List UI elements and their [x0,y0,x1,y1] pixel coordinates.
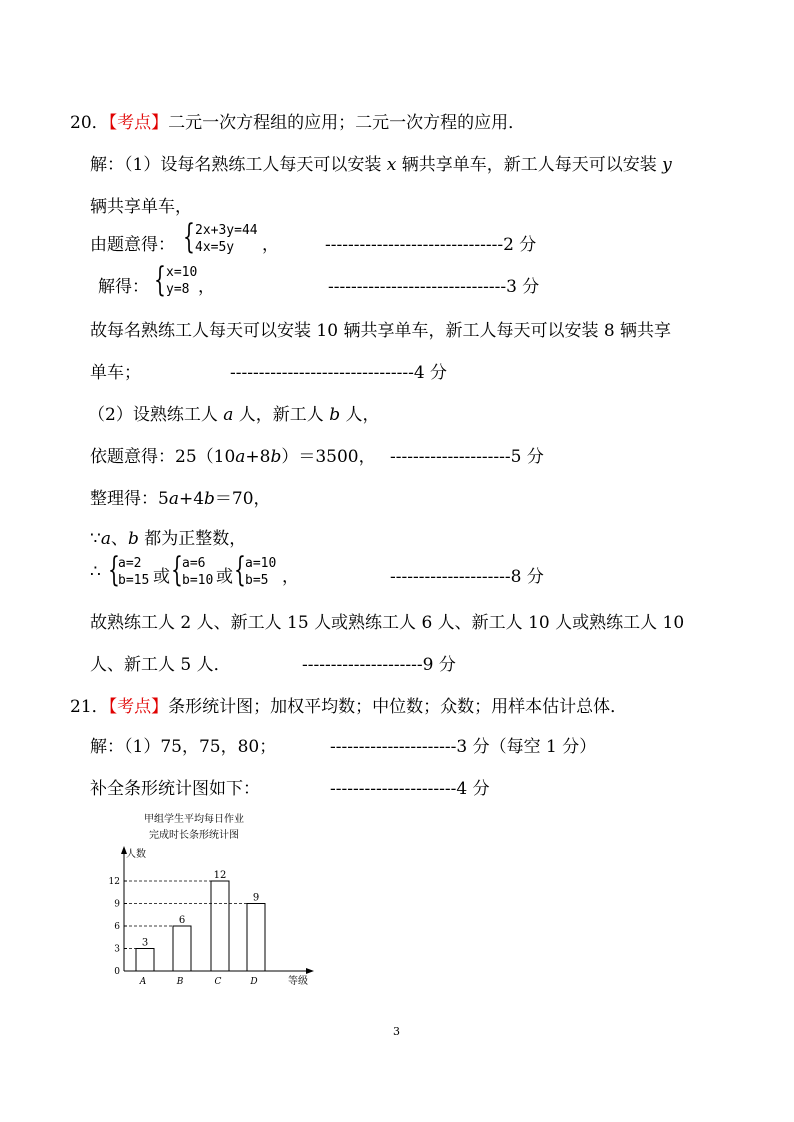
q20-line1-text-a: 解：（1）设每名熟练工人每天可以安装 [90,155,387,175]
x-tick-label: C [214,977,222,987]
bar-value-label: 12 [213,870,227,881]
simp-text-a: 整理得：5 [90,489,169,509]
x-tick-label: D [250,977,258,987]
q21-topic: 条形统计图；加权平均数；中位数；众数；用样本估计总体． [168,697,628,717]
case-2 [182,555,213,589]
score-5: ---------------------5 分 [390,447,544,467]
q20-tag: 【考点】 [108,113,169,133]
case-1-b: b=15 [118,573,150,588]
y-axis-label: 人数 [126,849,146,860]
case3-brace: { [234,550,246,590]
solution-system [166,264,197,298]
bar-D [247,904,265,972]
case-3-a: a=10 [245,556,277,571]
q21-answer: 解：（1）75，75，80； [90,737,277,757]
var-x: x [386,155,397,175]
because-symbol: ∵ [90,529,101,549]
equation-system [195,222,258,256]
bar-value-label: 3 [141,937,149,949]
var-b: b [329,405,341,425]
page-number: 3 [393,1025,400,1038]
y-tick-label: 6 [114,922,120,932]
q20-heading [70,108,525,133]
var-a: a [235,447,246,467]
var-b: b [204,489,215,509]
bar-chart [100,808,330,994]
q21-score-3: ----------------------3 分（每空 1 分） [330,737,597,757]
y-tick-label: 3 [114,944,120,955]
case2-brace: { [171,550,183,590]
case-1-a: a=2 [118,556,142,571]
q20-line1 [90,150,672,175]
case-3-b: b=5 [245,573,269,588]
case-2-b: b=10 [182,573,214,588]
q20-final-line1: 故熟练工人 2 人、新工人 15 人或熟练工人 6 人、新工人 10 人或熟练工人 10 [90,613,685,633]
q20-equation [90,442,376,467]
system-comma: ， [262,235,279,255]
chart-title-line2: 完成时长条形统计图 [149,830,239,841]
equation-2: 4x=5y [195,240,235,255]
solution-1: x=10 [166,265,198,280]
q20-number: 20． [70,113,109,133]
var-a: a [223,405,234,425]
x-axis-arrow [306,968,314,974]
because-sep: 、 [110,529,128,549]
q20-part2 [88,400,379,425]
simp-text-b: +4 [178,489,205,509]
q20-topic: 二元一次方程组的应用；二元一次方程的应用． [168,113,526,133]
therefore-symbol: ∴ [90,562,101,582]
x-axis-label: 等级 [288,976,308,987]
q20-part2-text-c: 人， [340,405,380,425]
score-2: -------------------------------2 分 [325,235,537,255]
score-4: --------------------------------4 分 [230,363,448,383]
q21-tag: 【考点】 [108,697,169,717]
solution-2: y=8 [166,282,190,297]
q20-prefix-solved: 解得： [98,277,149,297]
q20-part2-text-b: 人，新工人 [233,405,330,425]
y-tick-label: 12 [108,877,120,887]
var-b: b [270,447,282,467]
q20-line5: 故每名熟练工人每天可以安装 10 辆共享单车，新工人每天可以安装 8 辆共享 [90,321,672,341]
bar-value-label: 9 [252,892,260,904]
y-tick-label: 0 [114,967,120,977]
x-tick-label: B [176,977,184,987]
q20-line1-text-b: 辆共享单车，新工人每天可以安装 [396,155,663,175]
cases-comma: ， [282,567,299,587]
or-2: 或 [216,567,233,587]
bar-C [211,881,229,971]
bar-A [136,949,154,972]
y-tick-label: 9 [114,899,120,910]
q20-prefix-given: 由题意得： [90,235,175,255]
or-1: 或 [153,567,170,587]
bar-B [173,926,191,971]
q20-part2-text-a: （2）设熟练工人 [88,405,224,425]
simp-text-c: ＝70， [214,489,271,509]
score-9: ---------------------9 分 [302,655,456,675]
case-2-a: a=6 [182,556,206,571]
var-b: b [127,529,139,549]
score-3: -------------------------------3 分 [328,277,540,297]
q21-heading [70,692,627,717]
case-1 [118,555,149,589]
q20-simplified [90,484,271,509]
score-8: ---------------------8 分 [390,567,544,587]
q20-line2: 辆共享单车， [90,197,192,217]
var-a: a [100,529,111,549]
eq-text-a: 依题意得：25（10 [90,447,236,467]
var-a: a [168,489,179,509]
equation-1: 2x+3y=44 [195,223,258,238]
var-y: y [662,155,672,175]
solution-comma: ， [198,277,215,297]
chart-title-line1: 甲组学生平均每日作业 [144,814,244,825]
solution-brace: { [154,260,166,300]
eq-text-c: ）＝3500， [281,447,376,467]
q20-because [90,524,246,549]
q21-fill-text: 补全条形统计图如下： [90,779,260,799]
case1-brace: { [108,550,120,590]
system-brace: { [183,217,195,257]
q20-line6: 单车； [90,363,141,383]
because-text: 都为正整数， [138,529,247,549]
eq-text-b: +8 [245,447,271,467]
q21-score-4: ----------------------4 分 [330,779,490,799]
case-3 [245,555,276,589]
x-tick-label: A [139,977,147,987]
bar-value-label: 6 [178,915,186,926]
q20-final-line2: 人、新工人 5 人． [90,655,231,675]
q21-number: 21． [70,697,109,717]
